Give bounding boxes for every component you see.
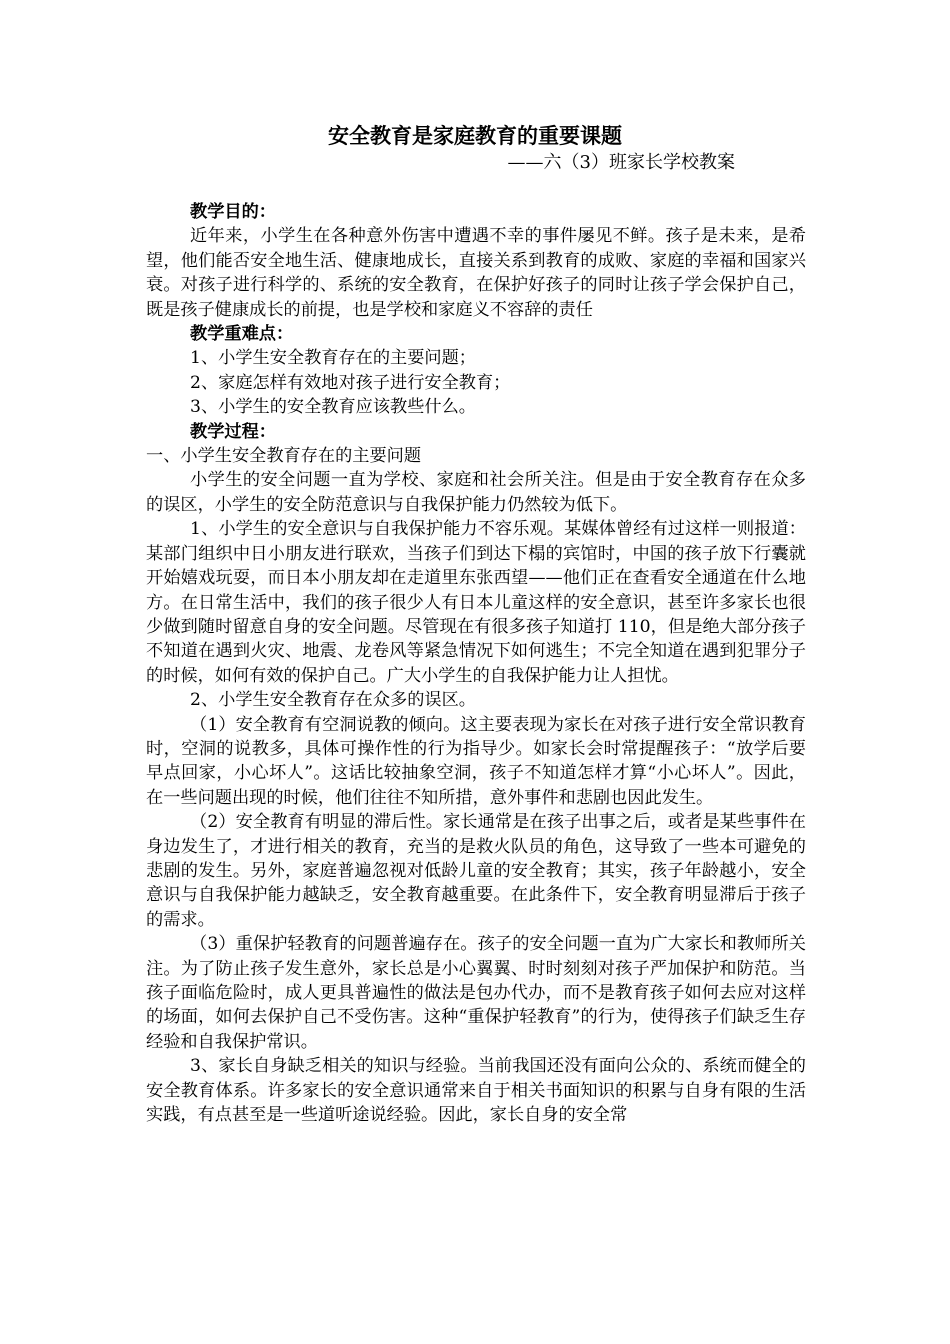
- paragraph: 2、小学生安全教育存在众多的误区。: [190, 690, 476, 711]
- paragraph: 3、家长自身缺乏相关的知识与经验。当前我国还没有面向公众的、系统而健全的安全教育体系。许多家长的安全意识通常来自于相关书面知识的积累与自身有限的生活实践，有点甚至是一些道听途说经验。因此，家长自身的安全常: [146, 1056, 806, 1126]
- paragraph: （1）安全教育有空洞说教的倾向。这主要表现为家长在对孩子进行安全常识教育时，空洞的说教多，具体可操作性的行为指导少。如家长会时常提醒孩子：“放学后要早点回家，小心坏人”。这话比较抽象空洞，孩子不知道怎样才算“小心坏人”。因此，在一些问题出现的时候，他们往往不知所措，意外事件和悲剧也因此发生。: [146, 714, 806, 808]
- heading-teaching-process: 教学过程：: [190, 421, 276, 442]
- paragraph: 1、小学生的安全意识与自我保护能力不容乐观。某媒体曾经有过这样一则报道：某部门组织中日小朋友进行联欢，当孩子们到达下榻的宾馆时，中国的孩子放下行囊就开始嬉戏玩耍，而日本小朋友却在走道里东张西望——他们正在查看安全通道在什么地方。在日常生活中，我们的孩子很少人有日本儿童这样的安全意识，甚至许多家长也很少做到随时留意自身的安全问题。尽管现在有很多孩子知道打 110，但是绝大部分孩子不知道在遇到火灾、地震、龙卷风等紧急情况下如何逃生；不完全知道在遇到犯罪分子的时候，如何有效的保护自己。广大小学生的自我保护能力让人担忧。: [146, 519, 806, 686]
- list-item: 2、家庭怎样有效地对孩子进行安全教育；: [190, 372, 511, 393]
- document-title: 安全教育是家庭教育的重要课题: [328, 123, 622, 148]
- document-subtitle: ——六（3）班家长学校教案: [507, 152, 735, 173]
- paragraph: （2）安全教育有明显的滞后性。家长通常是在孩子出事之后，或者是某些事件在身边发生了，才进行相关的教育，充当的是救火队员的角色，这导致了一些本可避免的悲剧的发生。另外，家庭普遍忽视对低龄儿童的安全教育；其实，孩子年龄越小，安全意识与自我保护能力越缺乏，安全教育越重要。在此条件下，安全教育明显滞后于孩子的需求。: [146, 812, 806, 930]
- paragraph: 小学生的安全问题一直为学校、家庭和社会所关注。但是由于安全教育存在众多的误区，小学生的安全防范意识与自我保护能力仍然较为低下。: [146, 470, 806, 515]
- section-heading: 一、小学生安全教育存在的主要问题: [146, 446, 422, 467]
- heading-key-points: 教学重难点：: [190, 324, 294, 345]
- heading-teaching-goal: 教学目的：: [190, 202, 276, 222]
- list-item: 3、小学生的安全教育应该教些什么。: [190, 397, 476, 418]
- document-body: [146, 200, 806, 1127]
- paragraph: （3）重保护轻教育的问题普遍存在。孩子的安全问题一直为广大家长和教师所关注。为了防止孩子发生意外，家长总是小心翼翼、时时刻刻对孩子严加保护和防范。当孩子面临危险时，成人更具普遍性的做法是包办代办，而不是教育孩子如何去应对这样的场面，如何去保护自己不受伤害。这种“重保护轻教育”的行为，使得孩子们缺乏生存经验和自我保护常识。: [146, 934, 806, 1052]
- paragraph: 近年来，小学生在各种意外伤害中遭遇不幸的事件屡见不鲜。孩子是未来，是希望，他们能否安全地生活、健康地成长，直接关系到教育的成败、家庭的幸福和国家兴衰。对孩子进行科学的、系统的安全教育，在保护好孩子的同时让孩子学会保护自己，既是孩子健康成长的前提，也是学校和家庭义不容辞的责任: [146, 226, 806, 320]
- list-item: 1、小学生安全教育存在的主要问题；: [190, 348, 476, 369]
